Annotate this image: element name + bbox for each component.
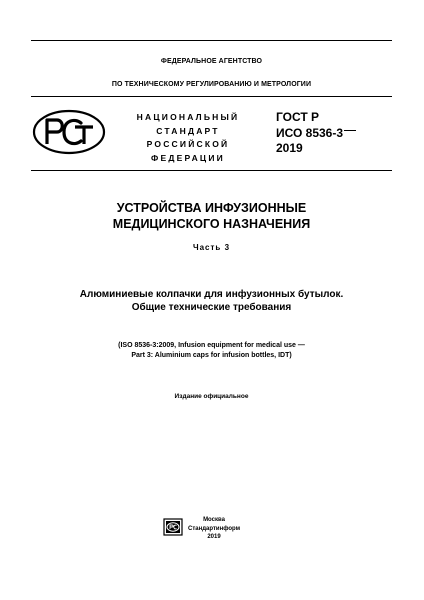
subtitle-line-1: Алюминиевые колпачки для инфузионных бутылок.	[79, 289, 344, 300]
publisher-logo-icon	[163, 518, 183, 536]
gost-line-1: ГОСТ Р	[276, 110, 320, 124]
gost-number: ИСО 8536-3	[276, 125, 344, 140]
header-rule	[31, 96, 392, 97]
national-line-4: ФЕДЕРАЦИИ	[151, 152, 225, 163]
top-rule	[31, 40, 392, 41]
national-line-2: СТАНДАРТ	[156, 125, 220, 136]
iso-line-1: (ISO 8536-3:2009, Infusion equipment for medical use —	[118, 342, 305, 349]
agency-line-2: ПО ТЕХНИЧЕСКОМУ РЕГУЛИРОВАНИЮ И МЕТРОЛОГИИ	[111, 81, 312, 88]
subtitle-line-2: Общие технические требования	[131, 302, 292, 313]
publisher-info	[188, 516, 240, 542]
document-subtitle	[31, 288, 392, 314]
publisher-name: Стандартинформ	[188, 525, 241, 532]
publisher-city: Москва	[203, 517, 225, 523]
title-line-1: УСТРОЙСТВА ИНФУЗИОННЫЕ	[116, 201, 307, 215]
national-line-1: НАЦИОНАЛЬНЫЙ	[136, 112, 240, 122]
iso-line-2: Part 3: Aluminium caps for infusion bottles, IDT)	[131, 352, 292, 359]
iso-reference	[31, 341, 392, 361]
title-line-2: МЕДИЦИНСКОГО НАЗНАЧЕНИЯ	[112, 217, 311, 231]
gost-logo-icon	[31, 108, 107, 156]
national-line-3: РОССИЙСКОЙ	[146, 139, 230, 149]
edition-label: Издание официальное	[174, 393, 249, 400]
publisher-year: 2019	[207, 534, 221, 540]
document-title	[31, 200, 392, 232]
block-rule	[31, 170, 392, 171]
national-standard-label	[128, 111, 248, 165]
gost-dash	[344, 130, 356, 131]
gost-year: 2019	[276, 141, 303, 155]
part-label: Часть 3	[192, 243, 231, 252]
agency-line-1: ФЕДЕРАЛЬНОЕ АГЕНТСТВО	[160, 58, 263, 65]
gost-designation	[276, 110, 376, 157]
gost-line-2	[276, 126, 376, 142]
